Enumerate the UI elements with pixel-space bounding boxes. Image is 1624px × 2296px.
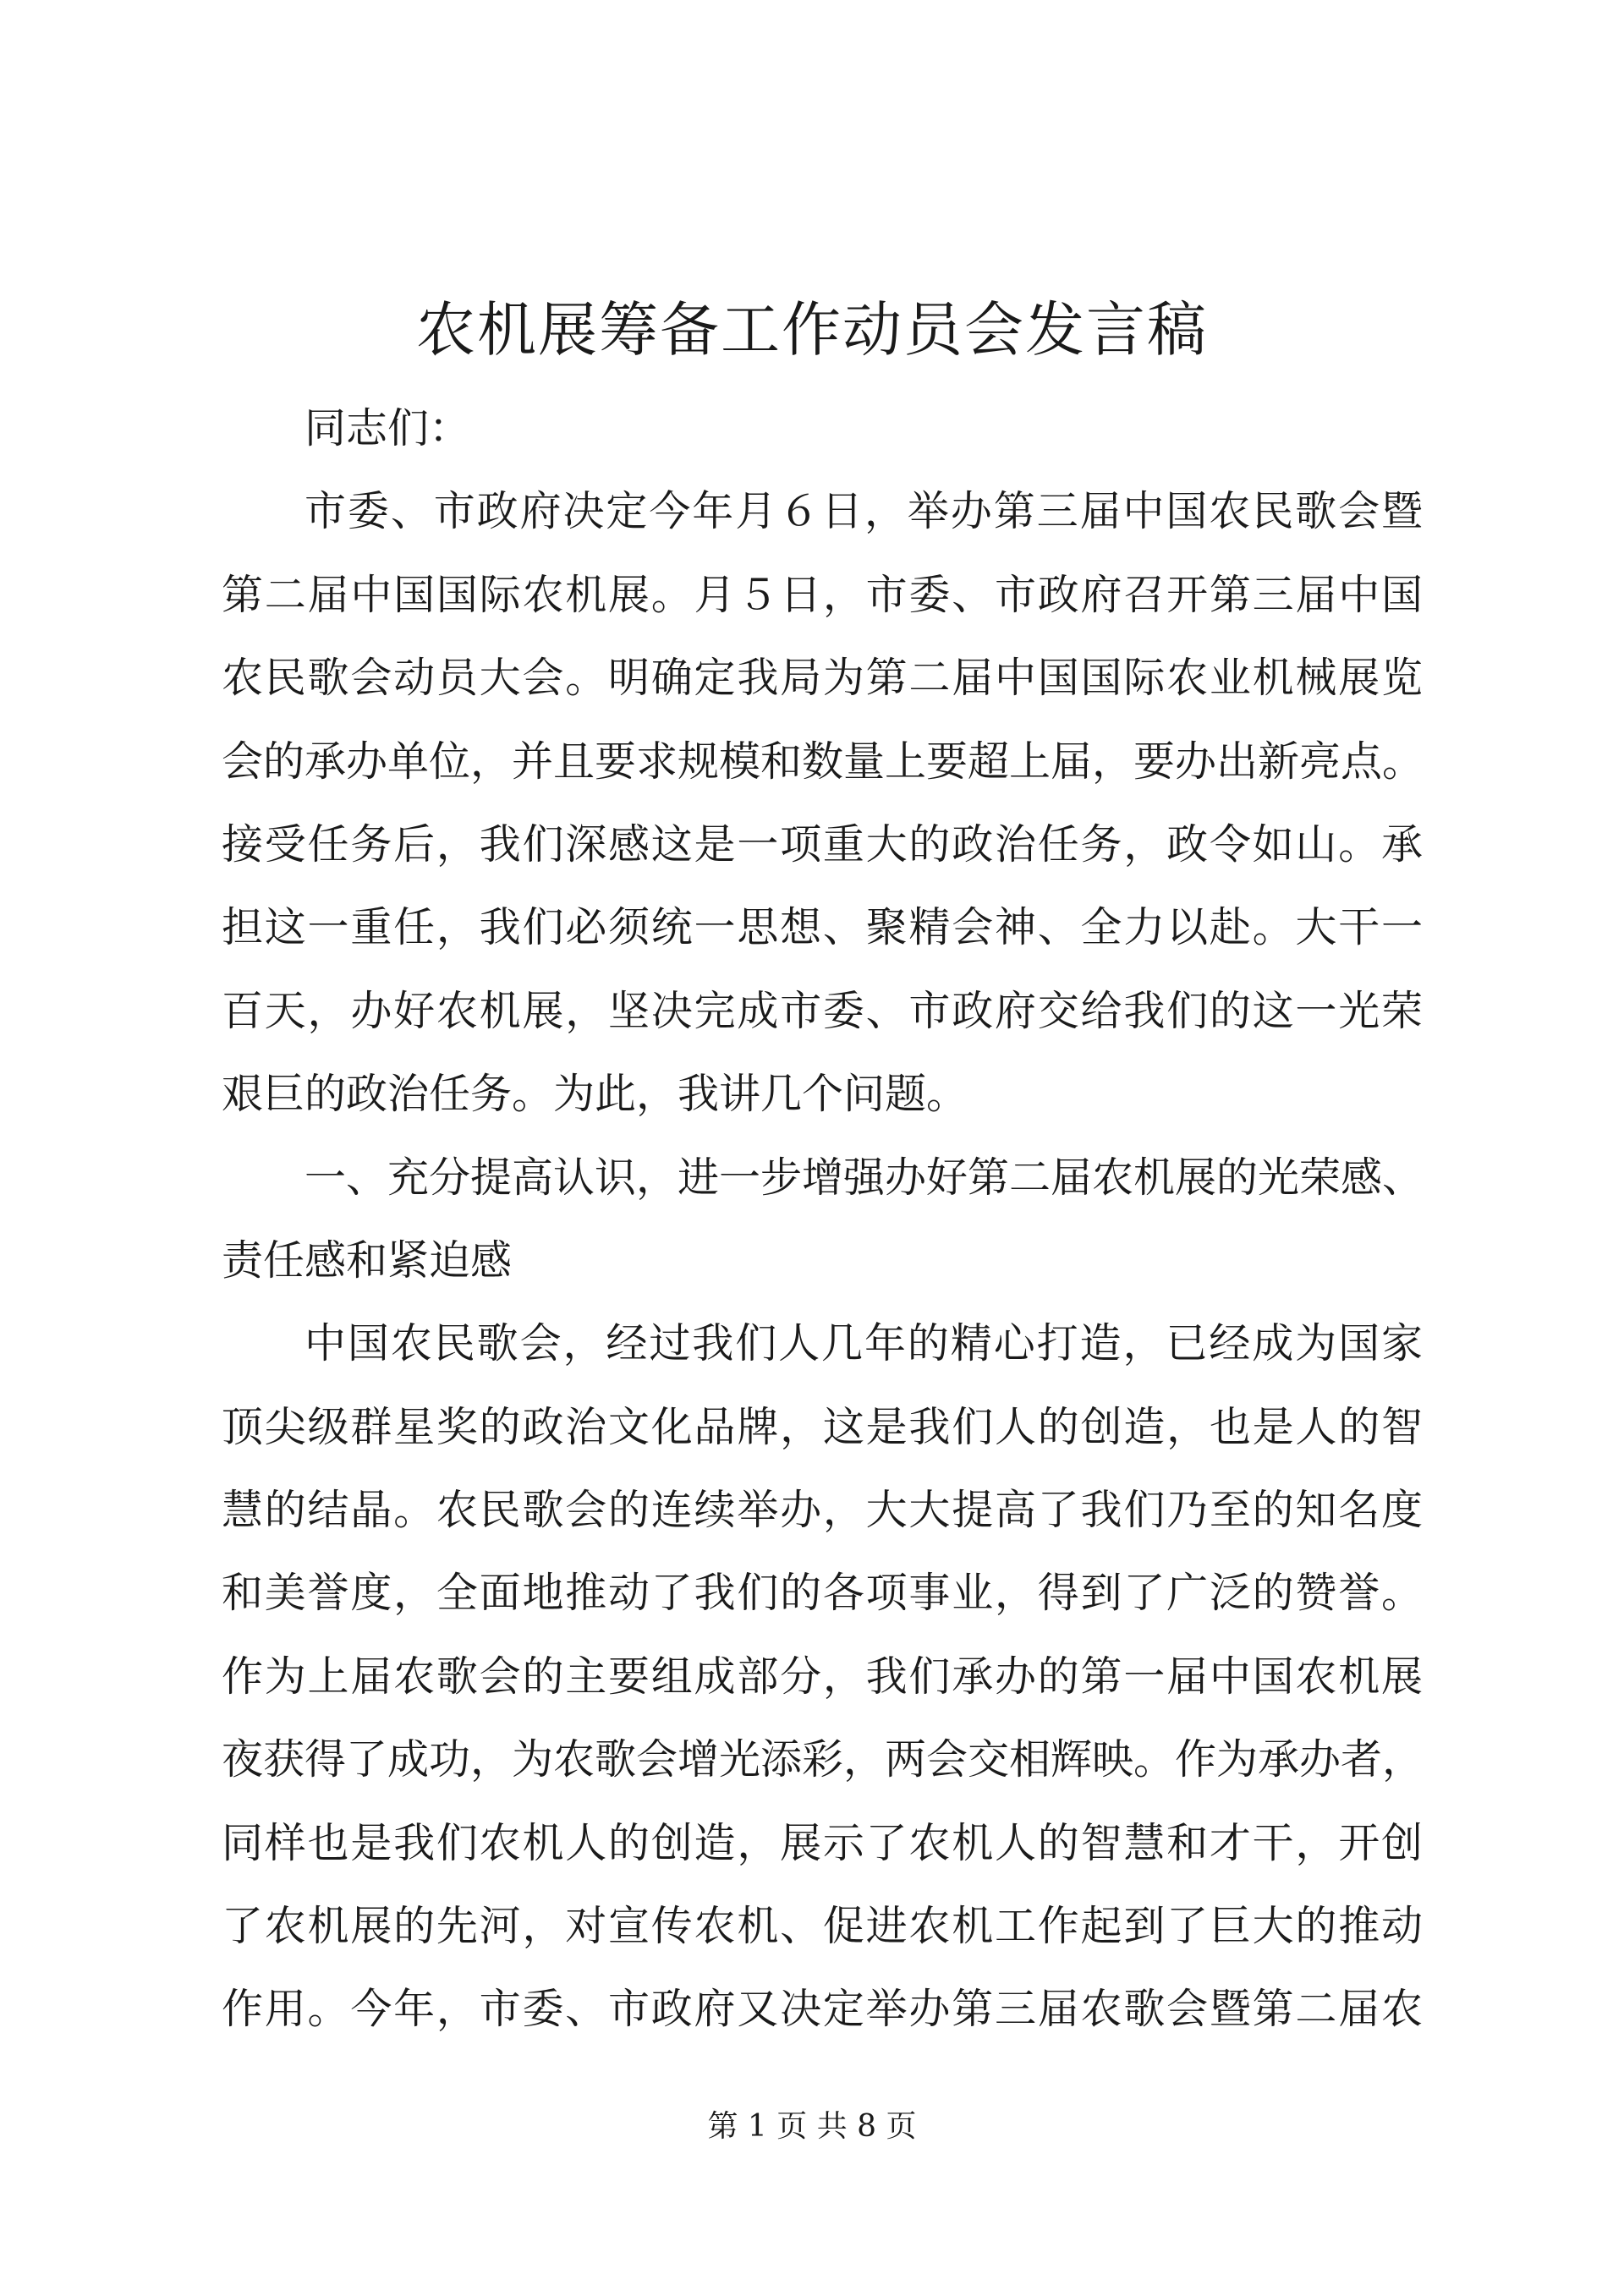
text-line: 市委、市政府决定今年月６日，举办第三届中国农民歌会暨	[304, 487, 1423, 536]
text-line: 顶尖级群星奖的政治文化品牌，这是我们人的创造，也是人的智	[222, 1402, 1423, 1451]
text-line: 艰巨的政治任务。为此，我讲几个问题。	[222, 1070, 968, 1119]
text-line: 同样也是我们农机人的创造，展示了农机人的智慧和才干，开创	[222, 1818, 1423, 1867]
text-line: 和美誉度，全面地推动了我们的各项事业，得到了广泛的赞誉。	[222, 1569, 1423, 1618]
text-line: 中国农民歌会，经过我们人几年的精心打造，已经成为国家	[304, 1319, 1423, 1368]
text-line: 慧的结晶。农民歌会的连续举办，大大提高了我们乃至的知名度	[222, 1486, 1423, 1535]
text-line: 夜获得了成功，为农歌会增光添彩，两会交相辉映。作为承办者，	[222, 1735, 1424, 1784]
text-line: 百天，办好农机展，坚决完成市委、市政府交给我们的这一光荣	[222, 986, 1423, 1035]
text-line: 第二届中国国际农机展。月５日，市委、市政府召开第三届中国	[222, 570, 1423, 619]
text-line: 同志们：	[304, 404, 471, 452]
document-title: 农机展筹备工作动员会发言稿	[416, 295, 1208, 364]
text-line: 了农机展的先河，对宣传农机、促进农机工作起到了巨大的推动	[222, 1902, 1423, 1951]
text-line: 作为上届农歌会的主要组成部分，我们承办的第一届中国农机展	[222, 1652, 1423, 1701]
text-line: 责任感和紧迫感	[222, 1236, 513, 1285]
text-line: 会的承办单位，并且要求规模和数量上要超上届，要办出新亮点。	[222, 737, 1424, 786]
document-body	[222, 387, 1423, 2052]
text-line: 作用。今年，市委、市政府又决定举办第三届农歌会暨第二届农	[222, 1985, 1423, 2034]
text-line: 担这一重任，我们必须统一思想、聚精会神、全力以赴。大干一	[222, 903, 1423, 952]
text-line: 接受任务后，我们深感这是一项重大的政治任务，政令如山。承	[222, 819, 1423, 869]
text-line: 一、充分提高认识，进一步增强办好第二届农机展的光荣感、	[304, 1153, 1424, 1202]
page-footer: 第 1 页 共 8 页	[707, 2109, 917, 2144]
text-line: 农民歌会动员大会。明确定我局为第二届中国国际农业机械展览	[222, 654, 1423, 703]
